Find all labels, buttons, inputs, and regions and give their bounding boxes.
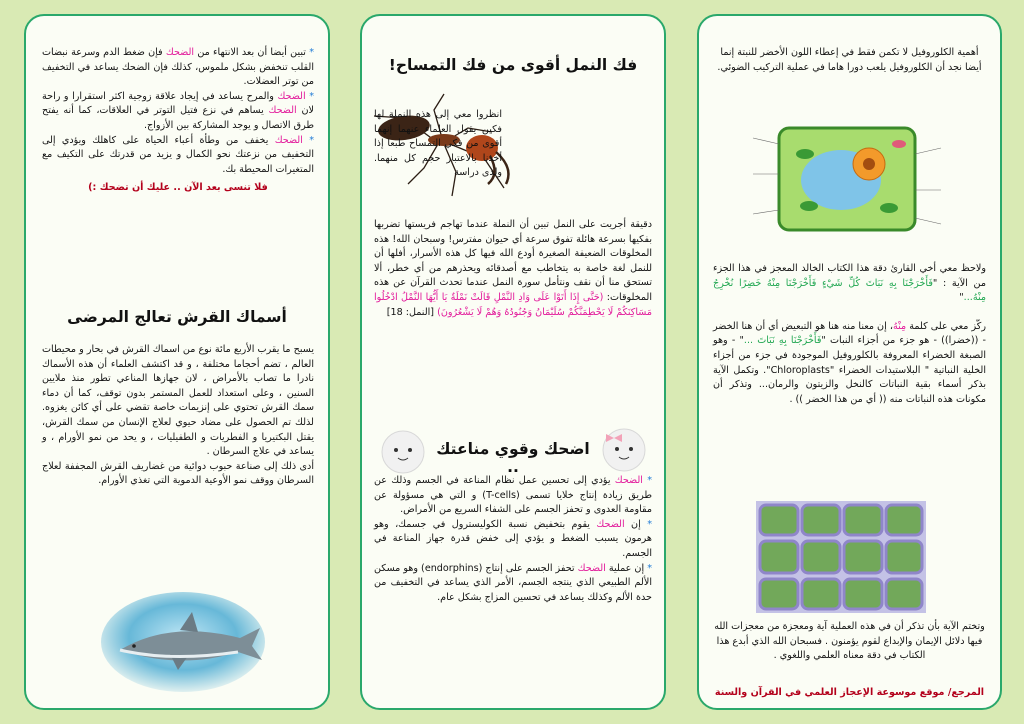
chlorophyll-intro: أهمية الكلوروفيل لا تكمن فقط في إعطاء اللون الأخضر للنبتة إنما أيضا نجد أن الكلوروفيل يلعب دورا هاما في عملية التركيب الضوئي. — [717, 47, 982, 73]
shark-image — [100, 590, 266, 694]
source-reference: المرجع/ موقع موسوعة الإعجاز العلمي في القرآن والسنة — [714, 687, 985, 698]
shark-title: أسماك القرش تعالج المرضى — [67, 308, 287, 326]
middle-panel — [360, 14, 666, 710]
ant-text-1: انظروا معي إلى هذه النملة لها فكين يقول العلماء عنهما إنهما أقوى من فكي التمساح طبعا إذا أخذنا بالاعتبار حجم كل منهما. ولدى دراسة — [374, 109, 502, 179]
chloroplast-photo — [756, 501, 926, 613]
shark-text: يسبح ما يقرب الأربع مائة نوع من اسماك القرش في بحار و محيطات العالم ، تضم أحجاما مختلفة ، و قد اكتشف العلماء أن هذه الأسماك نادرا ما تصاب بالأمراض ، لان جهازها المناعي تطور منذ ملايين السنين ، وعلى استعداد للعمل المستمر بدون توقف، كما أن دماء سمك القرش تحتوي على إنزيمات خاصة تقضي على أي كائن يغزوه. لذلك تم الحصول على مضاد حيوي لعلاج الإنسان من سمك القرش، يقتل البكتيريا و الفطريات و الطفيليات ، و يحد من نمو الأورام ، و يساعد في علاج السرطان . أدى ذلك إلى صناعة حبوب دوائية من غضاريف القرش المجففة لعلاج السرطان ووقف نمو الأوعية الدموية التي تغذي الأورام. — [42, 344, 314, 487]
closing-line: فلا تنسى بعد الآن .. عليك أن تضحك :) — [88, 182, 268, 194]
verse-explanation: ولاحظ معي أخي القارئ دقة هذا الكتاب الخالد المعجز في هذا الجزء من الآية : "فَأَخْرَجْنَا بِهِ نَبَاتَ كُلِّ شَيْءٍ فَأَخْرَجْنَا مِنْهُ خَضِرًا نُخْرِجُ مِنْهُ..." ركّز معي على كلمة مِنْهُ، إن معنا منه هنا هو التبعيض أي أن هنا الخضر - ((خضرا)) - هو جزء من أجزاء النبات "فَأَخْرَجْنَا بِهِ نَبَاتَ ..." - وهو الصبغة الخضراء المعروفة بالكلوروفيل الموجودة في جزء من أجزاء الخلية النباتية " البلاستيدات الخضراء "Chloroplasts". وتكمل الآية بذكر أسماء بقية النباتات كالنخل والزيتون والرمان... وتذكر أن مكونات هذه النباتات منه (( أي من هذا الخضر )) . — [713, 263, 987, 405]
left-panel — [24, 14, 330, 710]
cupcake-bow-icon — [598, 424, 650, 476]
ant-title: فك النمل أقوى من فك التمساح! — [388, 56, 638, 74]
laugh-text: * الضحك يؤدي إلى تحسين عمل نظام المناعة في الجسم وذلك عن طريق زيادة إنتاج خلايا تسمى (T-cells) و التي هي مسؤولة عن مقاومة العدوى و تحفز الجسم على الشفاء السريع من الأمراض. * إن الضحك يقوم بتخفيض نسبة الكوليسترول في جسمك، وهو هرمون يسبب الضغط و يؤدي إلى خفض قدرة جهاز المناعة في الجسم. * إن عملية الضحك تحفز الجسم على إنتاج (endorphins) وهو مسكن الألم الطبيعي الذي ينتجه الجسم، الأمر الذي يساعد في التخفيف من حدة الألم وكذلك يساعد في تحسين المزاج بشكل عام. — [374, 475, 653, 603]
ant-text-2: دقيقة أجريت على النمل تبين أن النملة عندما تهاجم فريستها تضربها بفكيها بسرعة هائلة تفوق سرعة أي حيوان مفترس! وسبحان الله! هذه المخلوقات الضعيفة الصغيرة أودع الله فيها كل هذه الأسرار، أفلها أن للنمل لغة خاصة به يتخاطب مع أصدقائه ويحذرهم من أي خطر، ألا تستحق منا أن نقف ونتأمل سورة النمل عندما تحدث القرآن عن هذه المخلوقات: (حَتَّى إِذَا أَتَوْا عَلَى وَادِ النَّمْلِ قَالَتْ نَمْلَةٌ يَا أَيُّهَا النَّمْلُ ادْخُلُوا مَسَاكِنَكُمْ لَا يَحْطِمَنَّكُمْ سُلَيْمَانُ وَجُنُودُهُ وَهُمْ لَا يَشْعُرُونَ) [النمل: 18] — [374, 219, 652, 318]
laugh-title: اضحك وقوي مناعتك .. — [436, 440, 590, 476]
laugh-benefits-cont: * تبين أيضا أن بعد الانتهاء من الضحك فإن ضغط الدم وسرعة نبضات القلب تنخفض بشكل ملموس، كذلك فإن الضحك يساعد في التخفيف من توتر العضلات. * الضحك والمرح يساعد في إيجاد علاقة زوجية اكثر استقرارا و راحة لان الضحك يساهم في نزع فتيل التوتر في العلاقات، كما أنه يفتح طرق الاتصال و يوجد المشاركة بين الأزواج. * الضحك يخفف من وطأة أعباء الحياة على كاهلك ويؤدي إلى التخفيف من نزعتك نحو الكمال و يزيد من قدرتك على التكيف مع المتغيرات المحيطة بك. فلا تنسى بعد الآن .. عليك أن تضحك :) — [42, 46, 314, 196]
conclusion-text: وتختم الآية بأن تذكر أن في هذه العملية آية ومعجزة من معجزات الله فيها دلائل الإيمان والإبداع لقوم يؤمنون . فسبحان الله الذي أبدع هذا الكتاب في دقة معناه العلمي واللغوي . — [714, 621, 985, 662]
cupcake-icon — [378, 428, 428, 478]
right-panel — [697, 14, 1002, 710]
plant-cell-diagram — [749, 114, 945, 244]
